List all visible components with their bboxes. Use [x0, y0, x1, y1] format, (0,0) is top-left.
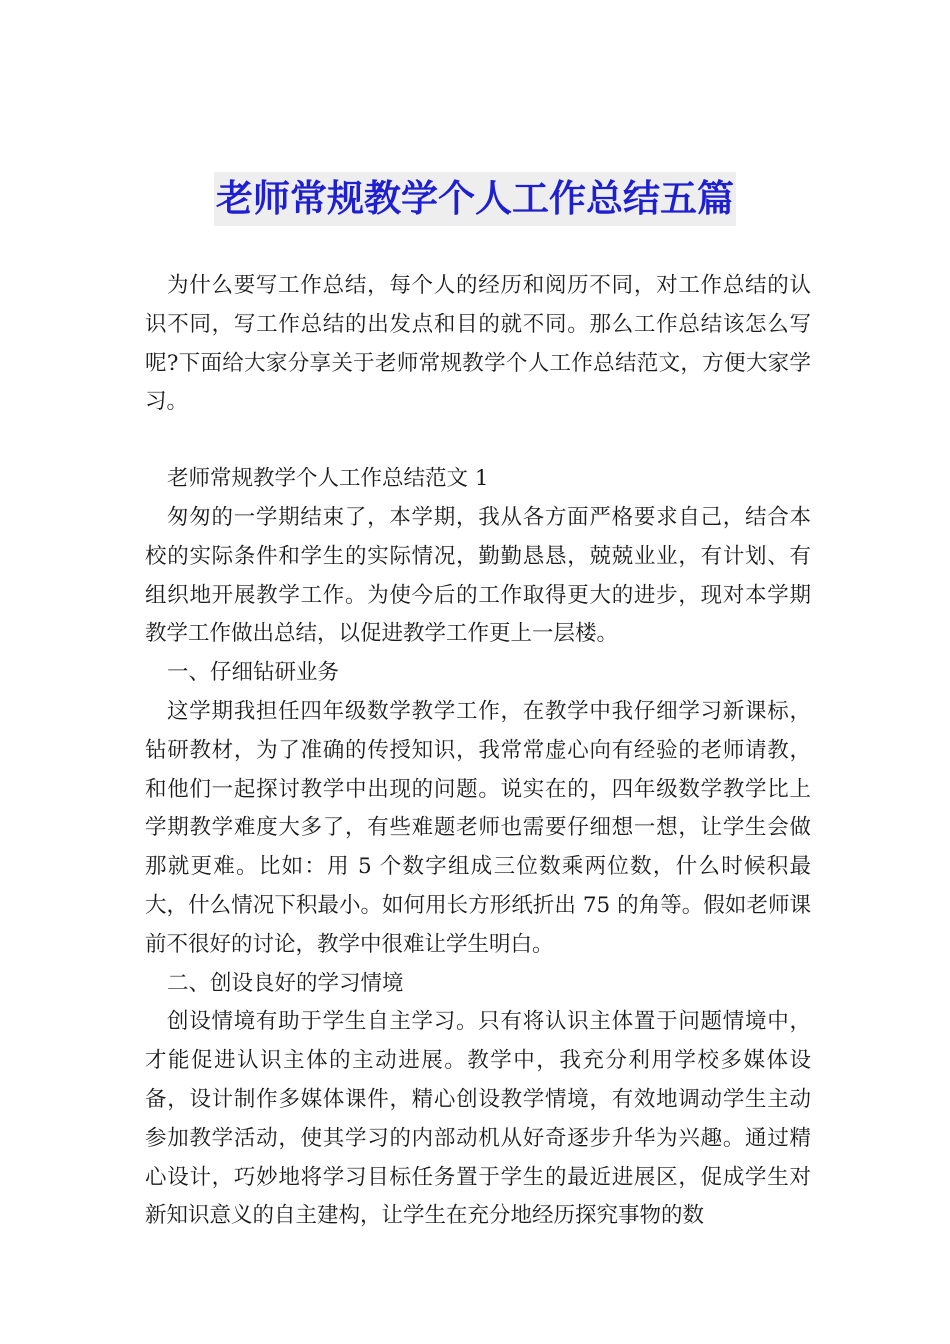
document-title: 老师常规教学个人工作总结五篇: [214, 172, 736, 226]
document-body: [145, 267, 811, 1236]
paragraph-1: 匆匆的一学期结束了，本学期，我从各方面严格要求自己，结合本校的实际条件和学生的实际情况，勤勤恳恳，兢兢业业，有计划、有组织地开展教学工作。为使今后的工作取得更大的进步，现对本学期教学工作做出总结，以促进教学工作更上一层楼。: [145, 504, 811, 647]
title-container: [0, 172, 950, 226]
heading-1: 一、仔细钻研业务: [167, 660, 340, 686]
intro-paragraph: 为什么要写工作总结，每个人的经历和阅历不同，对工作总结的认识不同，写工作总结的出发点和目的就不同。那么工作总结该怎么写呢?下面给大家分享关于老师常规教学个人工作总结范文，方便大家学习。: [145, 273, 811, 415]
heading-2: 二、创设良好的学习情境: [167, 970, 404, 996]
paragraph-2: 这学期我担任四年级数学教学工作，在教学中我仔细学习新课标，钻研教材，为了准确的传授知识，我常常虚心向有经验的老师请教，和他们一起探讨教学中出现的问题。说实在的，四年级数学教学比上学期教学难度大多了，有些难题老师也需要仔细想一想，让学生会做那就更难。比如：用 5 个数字组成三位数乘两位数，什么时候积最大，什么情况下积最小。如何用长方形纸折出 75 的角等。假如老师课前不很好的讨论，教学中很难让学生明白。: [145, 698, 811, 957]
section-heading: 老师常规教学个人工作总结范文 1: [167, 466, 489, 492]
paragraph-3: 创设情境有助于学生自主学习。只有将认识主体置于问题情境中，才能促进认识主体的主动进展。教学中，我充分利用学校多媒体设备，设计制作多媒体课件，精心创设教学情境，有效地调动学生主动参加教学活动，使其学习的内部动机从好奇逐步升华为兴趣。通过精心设计，巧妙地将学习目标任务置于学生的最近进展区，促成学生对新知识意义的自主建构，让学生在充分地经历探究事物的数: [145, 1009, 811, 1229]
